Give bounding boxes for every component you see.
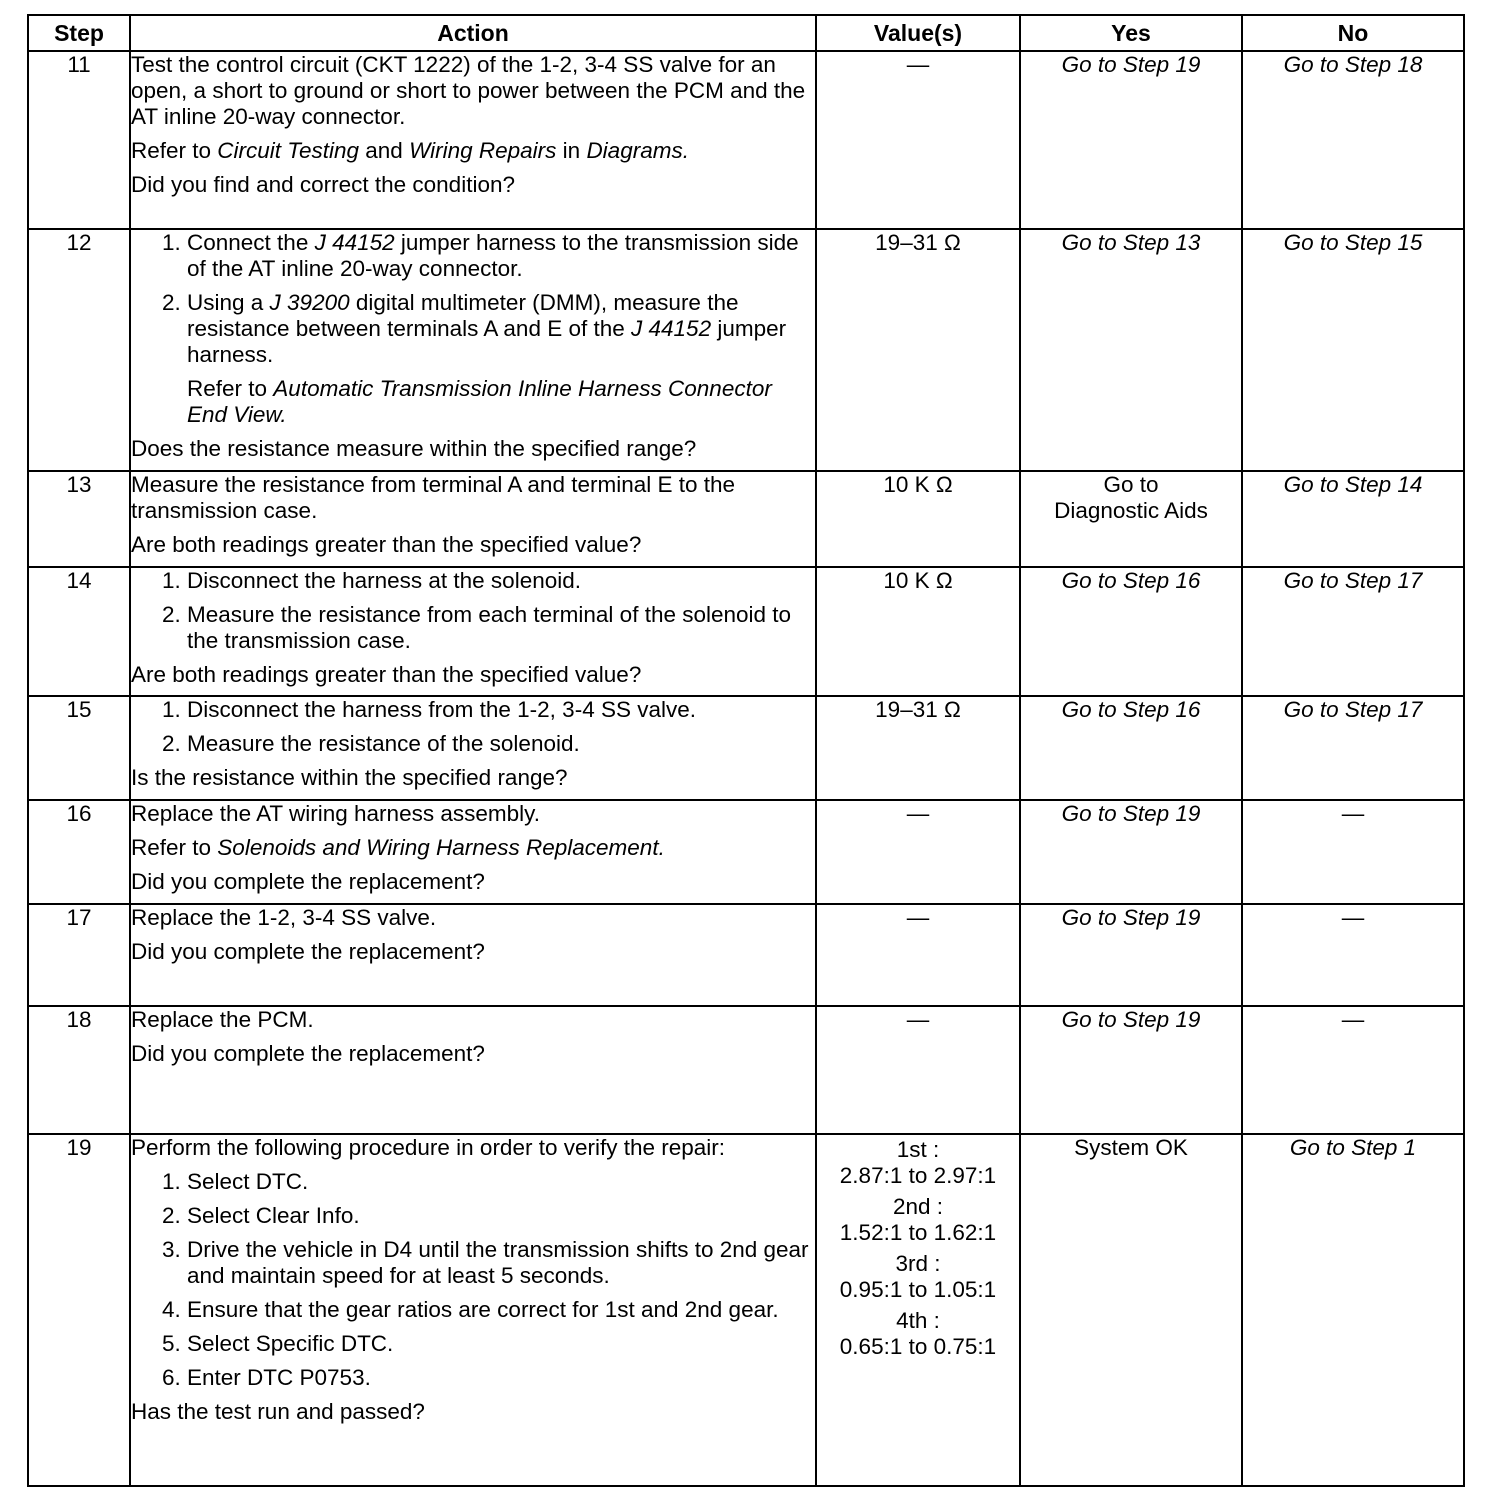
action-text: Replace the AT wiring harness assembly. xyxy=(131,801,540,826)
action-text: Replace the PCM. xyxy=(131,1007,314,1032)
no-link[interactable]: Go to Step 14 xyxy=(1242,471,1464,567)
value-cell: 10 K Ω xyxy=(816,471,1020,567)
no-link[interactable]: Go to Step 18 xyxy=(1242,51,1464,229)
step-number: 18 xyxy=(28,1006,130,1134)
yes-link[interactable]: Go to Step 13 xyxy=(1020,229,1242,471)
question-text: Did you complete the replacement? xyxy=(131,1041,485,1066)
action-text: Replace the 1-2, 3-4 SS valve. xyxy=(131,905,437,930)
action-cell xyxy=(130,800,816,904)
procedure-step: 1. Connect the J 44152 jumper harness to the transmission side of the AT inline 20-way connector. xyxy=(187,230,815,282)
question-text: Are both readings greater than the specified value? xyxy=(131,532,642,557)
table-row xyxy=(28,1006,1464,1134)
header-no: No xyxy=(1242,15,1464,51)
table-row xyxy=(28,696,1464,800)
gear-range: 2.87:1 to 2.97:1 xyxy=(839,1163,997,1188)
action-cell xyxy=(130,696,816,800)
procedure-step: 1. Select DTC. xyxy=(187,1169,815,1195)
value-cell: — xyxy=(816,1006,1020,1134)
header-action: Action xyxy=(130,15,816,51)
yes-link-line2: Diagnostic Aids xyxy=(1054,498,1208,523)
value-cell: 10 K Ω xyxy=(816,567,1020,696)
yes-link[interactable]: Go to Step 19 xyxy=(1020,800,1242,904)
step-number: 16 xyxy=(28,800,130,904)
procedure-step: 1. Disconnect the harness from the 1-2, 3-4 SS valve. xyxy=(187,697,815,723)
action-cell xyxy=(130,229,816,471)
yes-link[interactable]: Go to Step 19 xyxy=(1020,51,1242,229)
gear-range: 0.95:1 to 1.05:1 xyxy=(839,1277,997,1302)
yes-link-line1: Go to xyxy=(1103,472,1159,497)
table-row xyxy=(28,1134,1464,1486)
procedure-step: 5. Select Specific DTC. xyxy=(187,1331,815,1357)
header-values: Value(s) xyxy=(816,15,1020,51)
gear-ratio-2nd xyxy=(817,1194,1019,1246)
action-cell xyxy=(130,1006,816,1134)
gear-label: 1st : xyxy=(896,1137,940,1162)
action-text: Perform the following procedure in order to verify the repair: xyxy=(131,1135,726,1160)
procedure-step: 2. Measure the resistance from each terminal of the solenoid to the transmission case. xyxy=(187,602,815,654)
procedure-list xyxy=(131,1169,815,1391)
step-number: 17 xyxy=(28,904,130,1006)
procedure-list xyxy=(131,230,815,428)
action-cell xyxy=(130,51,816,229)
question-text: Did you complete the replacement? xyxy=(131,869,485,894)
action-text: Measure the resistance from terminal A and terminal E to the transmission case. xyxy=(131,472,736,523)
yes-link[interactable]: Go to Step 16 xyxy=(1020,567,1242,696)
gear-ratio-1st xyxy=(817,1137,1019,1189)
gear-ratio-4th xyxy=(817,1308,1019,1360)
gear-ratio-values xyxy=(816,1134,1020,1486)
no-link[interactable]: Go to Step 15 xyxy=(1242,229,1464,471)
step-number: 14 xyxy=(28,567,130,696)
procedure-list xyxy=(131,697,815,757)
procedure-step: 4. Ensure that the gear ratios are correct for 1st and 2nd gear. xyxy=(187,1297,815,1323)
no-value: — xyxy=(1242,800,1464,904)
diagnostic-table xyxy=(27,14,1465,1487)
table-row xyxy=(28,51,1464,229)
procedure-step: 3. Drive the vehicle in D4 until the transmission shifts to 2nd gear and maintain speed for at least 5 seconds. xyxy=(187,1237,815,1289)
yes-link[interactable]: Go to Step 19 xyxy=(1020,904,1242,1006)
reference-text: Refer to Circuit Testing and Wiring Repairs in Diagrams. xyxy=(131,138,689,163)
table-row xyxy=(28,800,1464,904)
step-number: 15 xyxy=(28,696,130,800)
yes-link[interactable] xyxy=(1020,471,1242,567)
table-row xyxy=(28,567,1464,696)
procedure-step: 2. Select Clear Info. xyxy=(187,1203,815,1229)
step-number: 13 xyxy=(28,471,130,567)
value-cell: — xyxy=(816,904,1020,1006)
procedure-step: 2. Using a J 39200 digital multimeter (DMM), measure the resistance between terminals A and E of the J 44152 jumper harness. Refer to Automatic Transmission Inline Harness Connector End View. xyxy=(187,290,815,428)
action-cell xyxy=(130,1134,816,1486)
step-number: 19 xyxy=(28,1134,130,1486)
question-text: Is the resistance within the specified range? xyxy=(131,765,568,790)
header-yes: Yes xyxy=(1020,15,1242,51)
gear-range: 0.65:1 to 0.75:1 xyxy=(839,1334,997,1359)
question-text: Did you find and correct the condition? xyxy=(131,172,515,197)
table-row xyxy=(28,229,1464,471)
yes-result[interactable]: System OK xyxy=(1020,1134,1242,1486)
step-number: 11 xyxy=(28,51,130,229)
no-link[interactable]: Go to Step 1 xyxy=(1242,1134,1464,1486)
procedure-list xyxy=(131,568,815,654)
procedure-step: 2. Measure the resistance of the solenoid. xyxy=(187,731,815,757)
procedure-step: 1. Disconnect the harness at the solenoid. xyxy=(187,568,815,594)
value-cell: — xyxy=(816,51,1020,229)
header-step: Step xyxy=(28,15,130,51)
no-link[interactable]: Go to Step 17 xyxy=(1242,567,1464,696)
question-text: Are both readings greater than the specified value? xyxy=(131,662,642,687)
no-value: — xyxy=(1242,1006,1464,1134)
yes-link[interactable]: Go to Step 19 xyxy=(1020,1006,1242,1134)
action-cell xyxy=(130,567,816,696)
yes-link[interactable]: Go to Step 16 xyxy=(1020,696,1242,800)
reference-text: Refer to Solenoids and Wiring Harness Replacement. xyxy=(131,835,665,860)
table-row xyxy=(28,471,1464,567)
header-row xyxy=(28,15,1464,51)
gear-label: 3rd : xyxy=(895,1251,941,1276)
question-text: Has the test run and passed? xyxy=(131,1399,425,1424)
gear-range: 1.52:1 to 1.62:1 xyxy=(839,1220,997,1245)
action-cell xyxy=(130,904,816,1006)
action-cell xyxy=(130,471,816,567)
procedure-step: 6. Enter DTC P0753. xyxy=(187,1365,815,1391)
gear-ratio-3rd xyxy=(817,1251,1019,1303)
value-cell: 19–31 Ω xyxy=(816,696,1020,800)
question-text: Did you complete the replacement? xyxy=(131,939,485,964)
step-number: 12 xyxy=(28,229,130,471)
no-link[interactable]: Go to Step 17 xyxy=(1242,696,1464,800)
table-row xyxy=(28,904,1464,1006)
reference-text: Refer to Automatic Transmission Inline Harness Connector End View. xyxy=(187,376,772,427)
value-cell: — xyxy=(816,800,1020,904)
gear-label: 4th : xyxy=(896,1308,940,1333)
value-cell: 19–31 Ω xyxy=(816,229,1020,471)
gear-label: 2nd : xyxy=(892,1194,944,1219)
no-value: — xyxy=(1242,904,1464,1006)
question-text: Does the resistance measure within the specified range? xyxy=(131,436,697,461)
action-text: Test the control circuit (CKT 1222) of the 1-2, 3-4 SS valve for an open, a short to ground or short to power between the PCM and the AT inline 20-way connector. xyxy=(131,52,806,129)
